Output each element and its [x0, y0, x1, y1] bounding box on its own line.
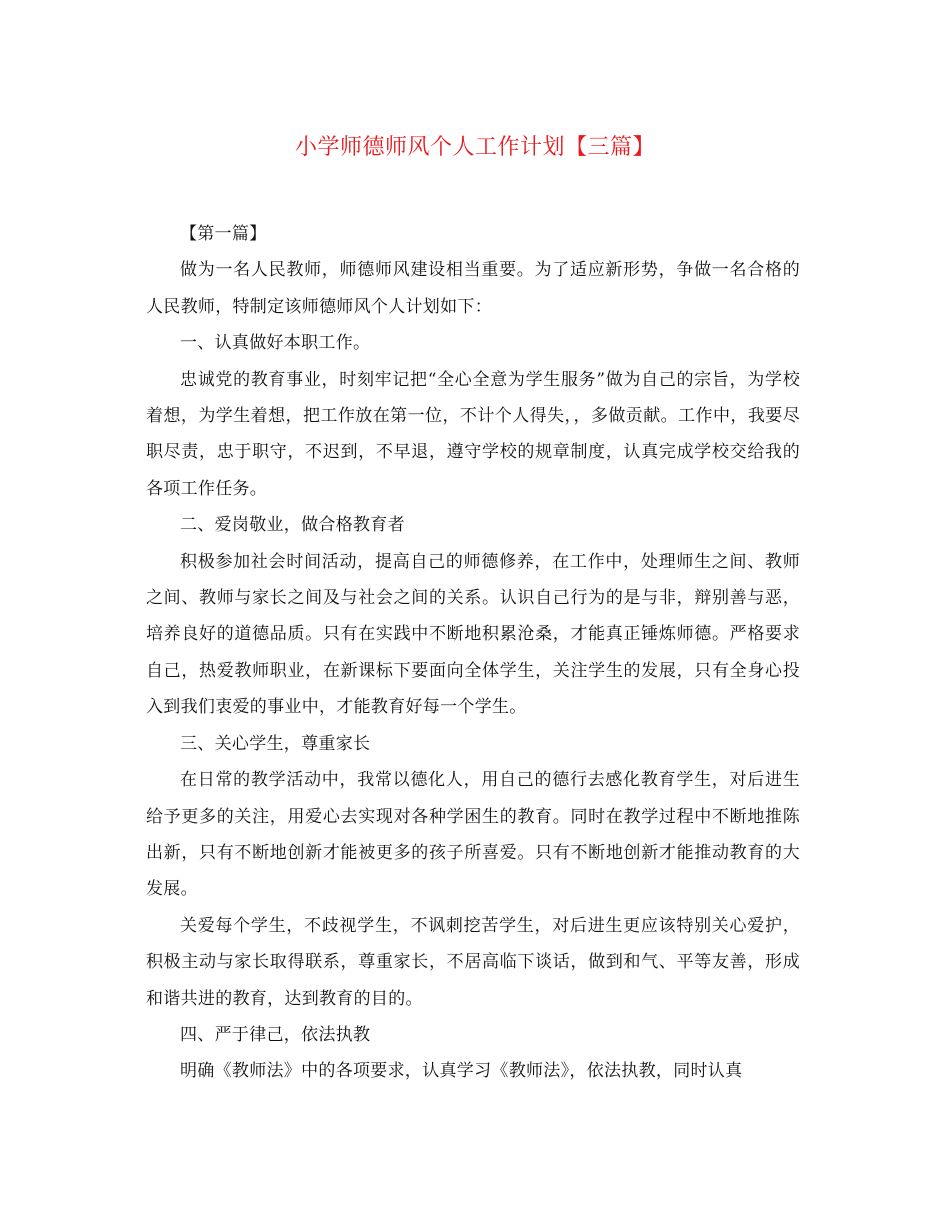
paragraph-item-four: 明确《教师法》中的各项要求，认真学习《教师法》，依法执教，同时认真: [180, 1061, 743, 1082]
paragraph-item-three-b: 关爱每个学生，不歧视学生，不讽刺挖苦学生，对后进生更应该特别关心爱护，积极主动与家长取得联系，尊重家长，不居高临下谈话，做到和气、平等友善，形成和谐共进的教育，达到教育的目的。: [146, 915, 800, 1009]
paragraph-intro: 做为一名人民教师，师德师风建设相当重要。为了适应新形势，争做一名合格的人民教师，特制定该师德师风个人计划如下：: [146, 260, 800, 317]
section-heading-first: 【第一篇】: [180, 224, 267, 244]
paragraph-item-three-a: 在日常的教学活动中，我常以德化人，用自己的德行去感化教育学生，对后进生给予更多的关注，用爱心去实现对各种学困生的教育。同时在教学过程中不断地推陈出新，只有不断地创新才能被更多的孩子所喜爱。只有不断地创新才能推动教育的大发展。: [146, 770, 800, 900]
document-body: [146, 216, 800, 1090]
heading-item-two: 二、爱岗敬业，做合格教育者: [180, 515, 405, 536]
heading-item-one: 一、认真做好本职工作。: [180, 333, 371, 354]
heading-item-four: 四、严于律己，依法执教: [180, 1024, 371, 1045]
paragraph-item-one: 忠诚党的教育事业，时刻牢记把“全心全意为学生服务”做为自己的宗旨，为学校着想，为学生着想，把工作放在第一位，不计个人得失，，多做贡献。工作中，我要尽职尽责，忠于职守，不迟到，不早退，遵守学校的规章制度，认真完成学校交给我的各项工作任务。: [146, 369, 800, 499]
paragraph-item-two: 积极参加社会时间活动，提高自己的师德修养，在工作中，处理师生之间、教师之间、教师与家长之间及与社会之间的关系。认识自己行为的是与非，辩别善与恶，培养良好的道德品质。只有在实践中不断地积累沧桑，才能真正锤炼师德。严格要求自己，热爱教师职业，在新课标下要面向全体学生，关注学生的发展，只有全身心投入到我们衷爱的事业中，才能教育好每一个学生。: [146, 551, 800, 718]
heading-item-three: 三、关心学生，尊重家长: [180, 733, 371, 754]
page-title: 小学师德师风个人工作计划【三篇】: [294, 135, 655, 160]
